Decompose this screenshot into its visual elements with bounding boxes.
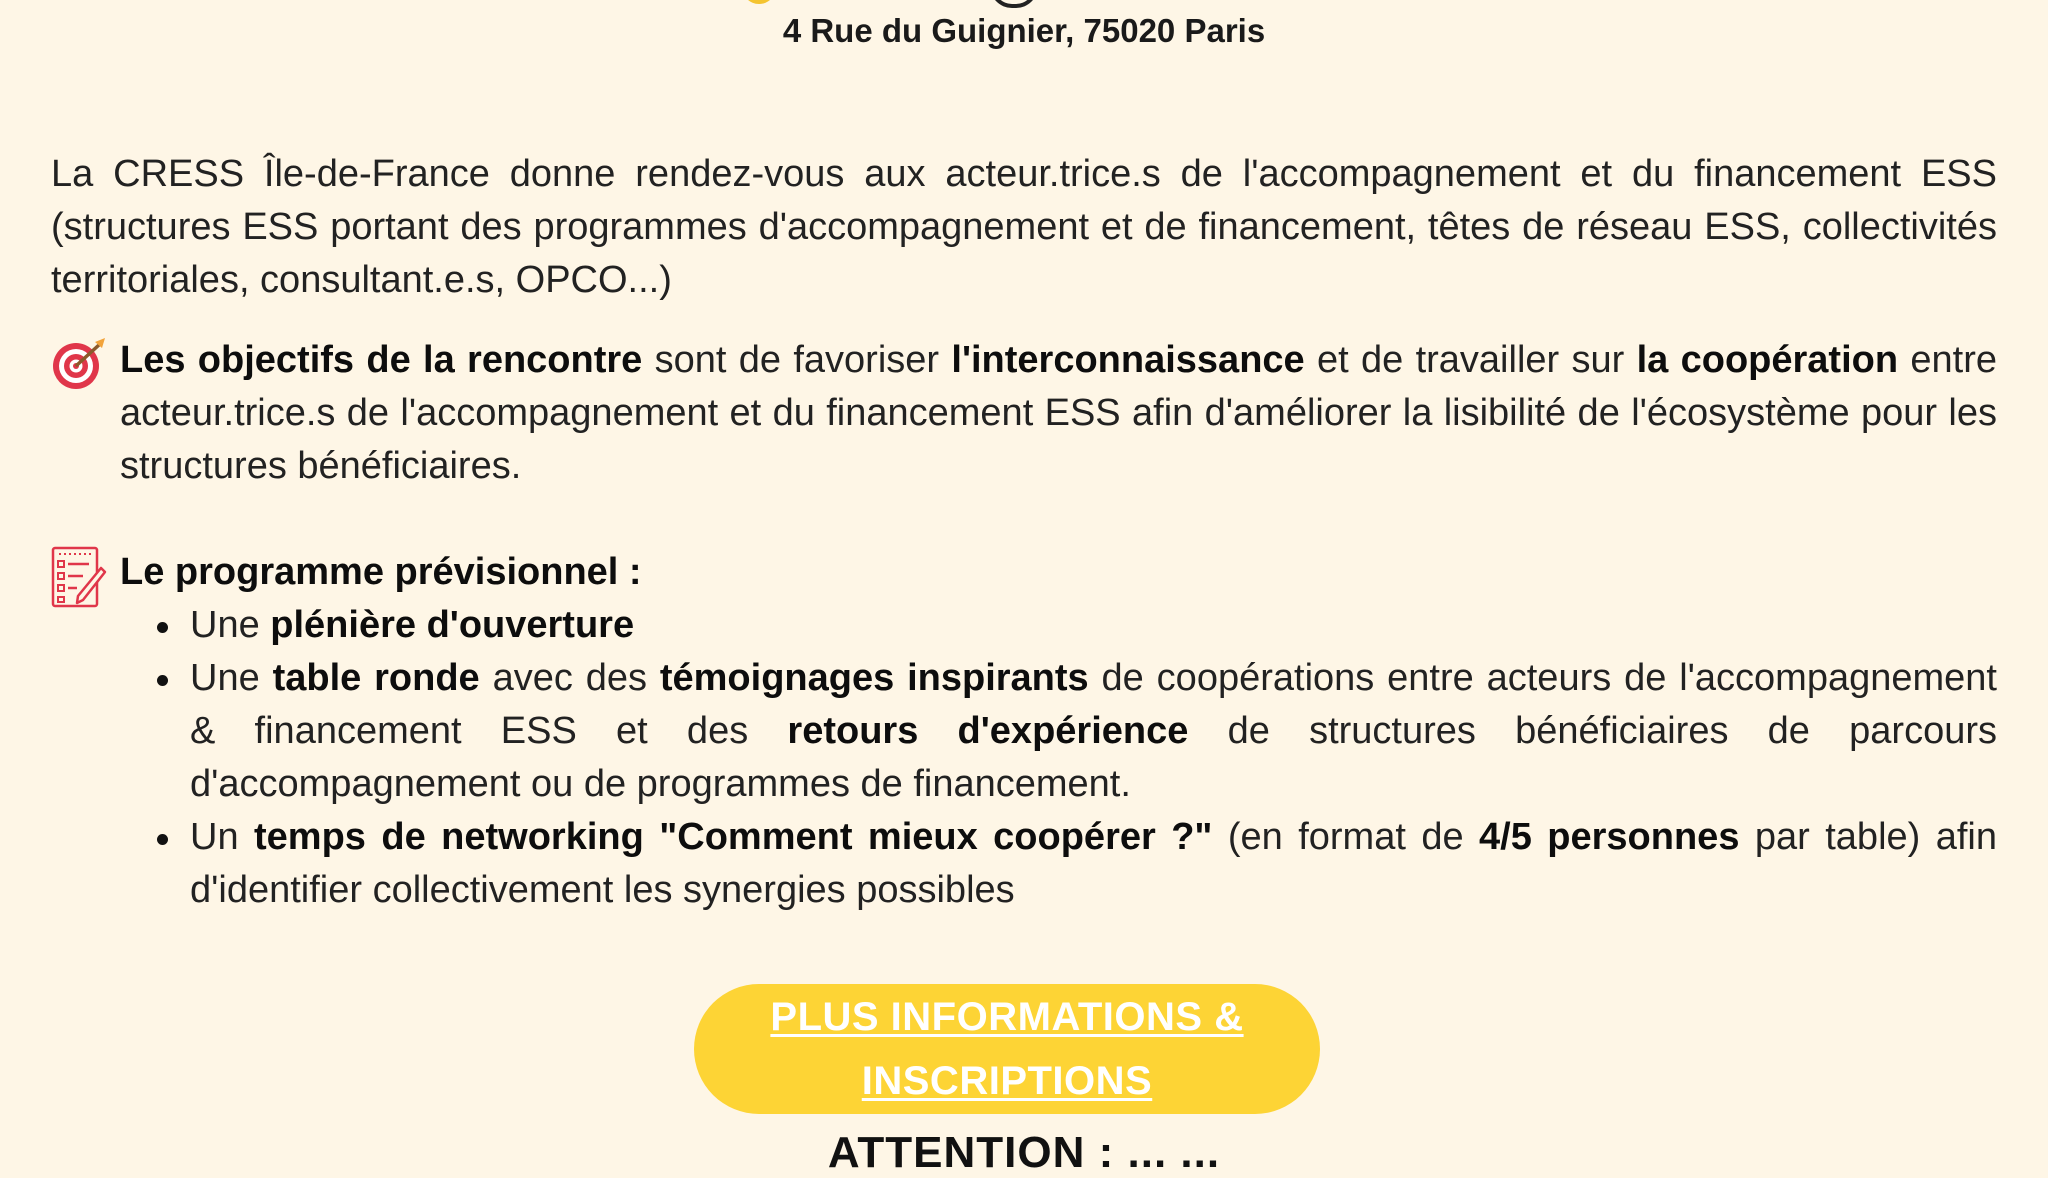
objectives-title: Les objectifs de la rencontre [120, 339, 643, 381]
cta-line-2: INSCRIPTIONS [861, 1059, 1153, 1103]
item2-text-3: de coopérations entre acteurs de l'accompagnement & financement ESS et des [190, 657, 1997, 752]
item2-text-1: Une [190, 657, 273, 699]
logo-fragment-yellow-icon [742, 0, 776, 4]
programme-section [51, 546, 1997, 917]
info-registration-button[interactable] [694, 984, 1320, 1114]
item2-bold-1: table ronde [272, 657, 480, 699]
list-item [190, 811, 1997, 917]
item1-text: Une [190, 604, 271, 646]
cta-line-1: PLUS INFORMATIONS & [770, 995, 1244, 1039]
item3-bold-2: 4/5 personnes [1479, 816, 1740, 858]
checklist-icon [51, 546, 107, 606]
item3-text-1: Un [190, 816, 255, 858]
objectives-text-1: sont de favoriser [642, 339, 952, 381]
objectives-text-2: et de travailler sur [1304, 339, 1637, 381]
list-item [190, 652, 1997, 811]
top-decoration [0, 0, 2048, 10]
item3-text-3: par table) afin d'identifier collectivement les synergies possibles [190, 816, 1997, 911]
item3-text-2: (en format de [1212, 816, 1480, 858]
objectives-bold-cooperation: la coopération [1636, 339, 1899, 381]
item3-bold-1: temps de networking "Comment mieux coopérer ?" [254, 816, 1213, 858]
list-item [190, 599, 1997, 652]
target-icon [51, 336, 107, 396]
item2-bold-2: témoignages inspirants [659, 657, 1089, 699]
programme-list [51, 599, 1997, 917]
item2-text-4: de structures bénéficiaires de parcours d'accompagnement ou de programmes de financement. [190, 710, 1997, 805]
objectives-paragraph [120, 334, 1997, 493]
objectives-section [51, 334, 1997, 493]
intro-paragraph: La CRESS Île-de-France donne rendez-vous aux acteur.trice.s de l'accompagnement et du financement ESS (structures ESS portant des programmes d'accompagnement et de financement, têtes de réseau ESS, collectivités territoriales, consultant.e.s, OPCO...) [51, 153, 1997, 301]
item2-bold-3: retours d'expérience [787, 710, 1189, 752]
item2-text-2: avec des [479, 657, 660, 699]
logo-fragment-dark-icon [990, 0, 1038, 8]
programme-title: Le programme prévisionnel : [120, 551, 642, 593]
objectives-bold-interconnaissance: l'interconnaissance [951, 339, 1305, 381]
objectives-text-3: entre acteur.trice.s de l'accompagnement et du financement ESS afin d'améliorer la lisibilité de l'écosystème pour les structures bénéficiaires. [120, 339, 1997, 487]
attention-notice: ATTENTION : ... ... [827, 1128, 1221, 1177]
item1-bold: plénière d'ouverture [270, 604, 635, 646]
event-address: 4 Rue du Guignier, 75020 Paris [782, 12, 1266, 49]
